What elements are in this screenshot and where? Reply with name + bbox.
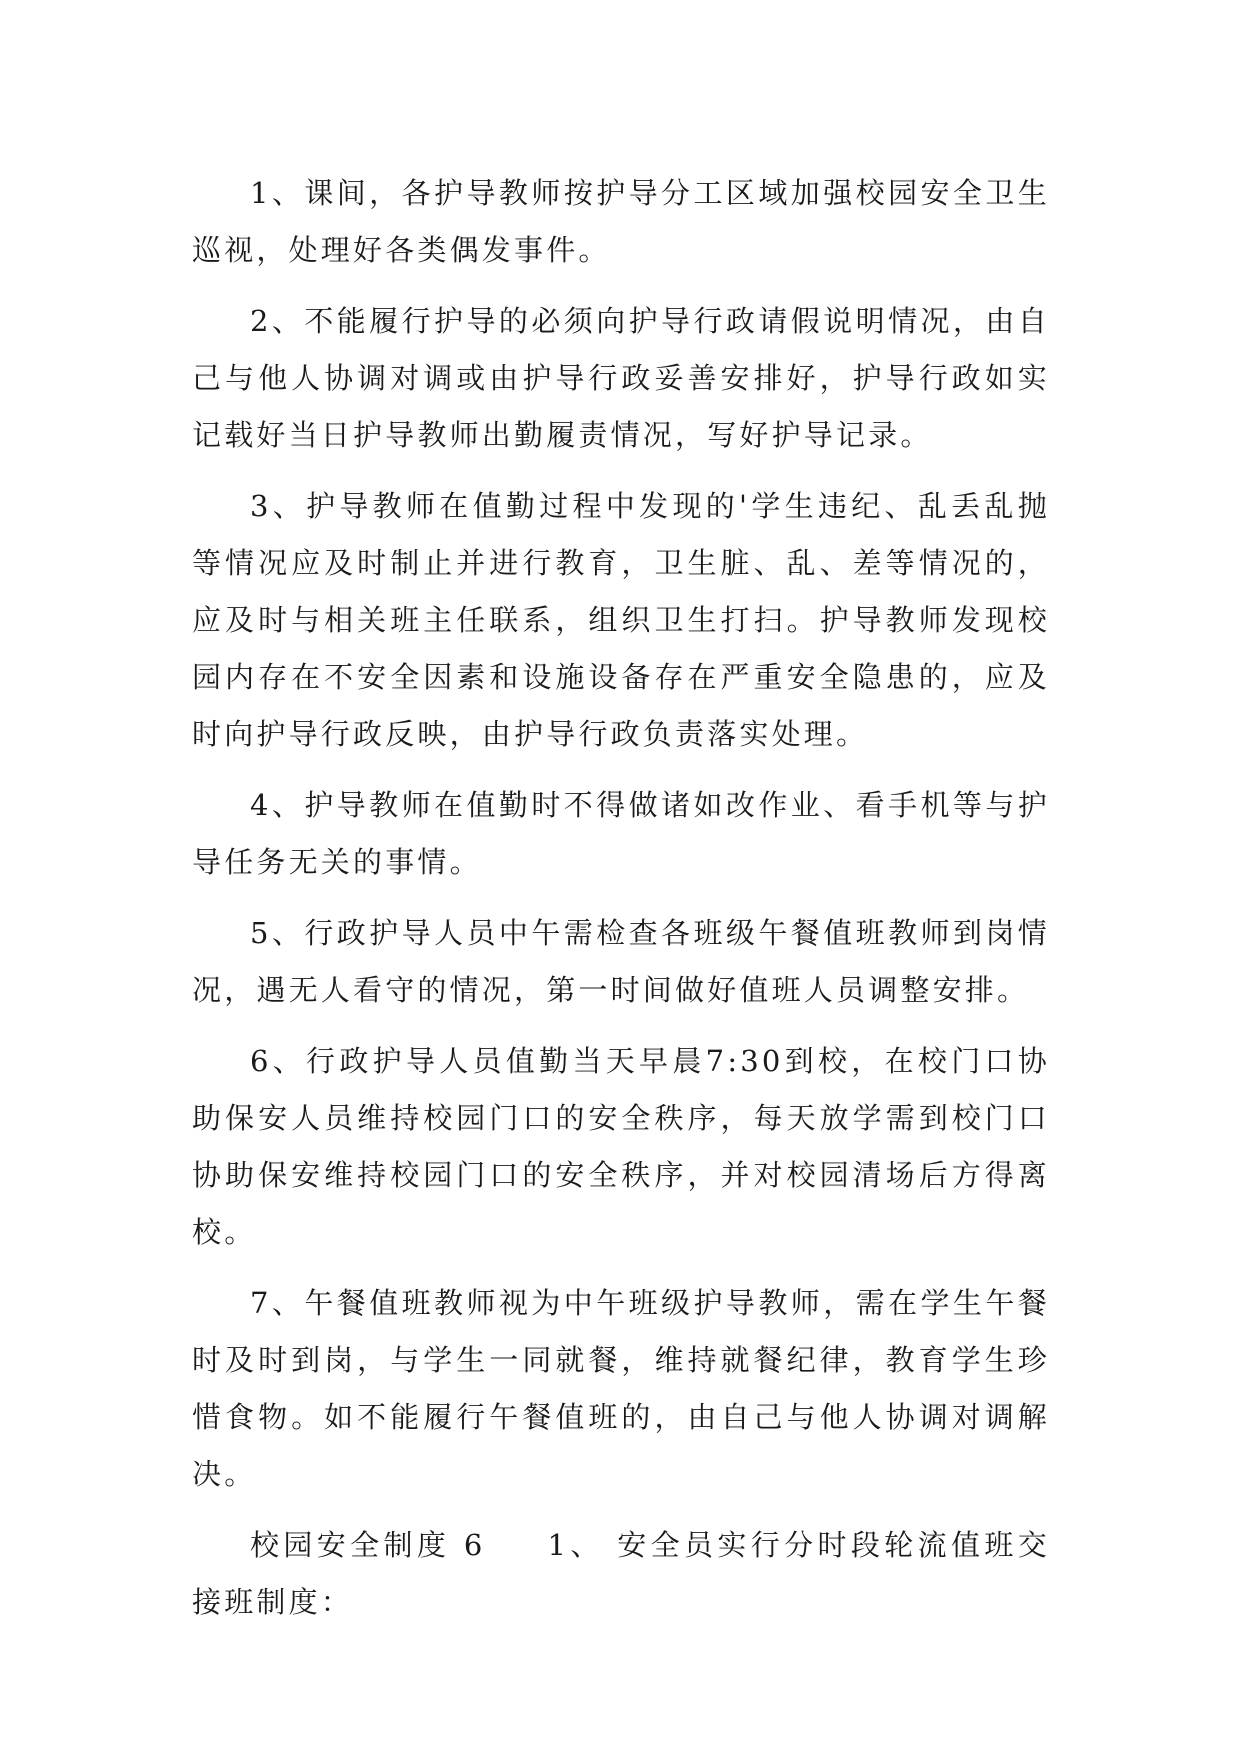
paragraph-7: 7、午餐值班教师视为中午班级护导教师，需在学生午餐时及时到岗，与学生一同就餐，维持就餐纪律，教育学生珍惜食物。如不能履行午餐值班的，由自己与他人协调对调解决。 xyxy=(192,1286,1050,1491)
section-title: 校园安全制度 6 xyxy=(250,1528,486,1562)
paragraph-6: 6、行政护导人员值勤当天早晨7:30到校，在校门口协助保安人员维持校园门口的安全秩序，每天放学需到校门口协助保安维持校园门口的安全秩序，并对校园清场后方得离校。 xyxy=(192,1044,1050,1249)
paragraph-5: 5、行政护导人员中午需检查各班级午餐值班教师到岗情况，遇无人看守的情况，第一时间做好值班人员调整安排。 xyxy=(192,916,1050,1007)
document-body xyxy=(192,165,1050,1631)
paragraph-3: 3、护导教师在值勤过程中发现的'学生违纪、乱丢乱抛等情况应及时制止并进行教育，卫生脏、乱、差等情况的，应及时与相关班主任联系，组织卫生打扫。护导教师发现校园内存在不安全因素和设施设备存在严重安全隐患的，应及时向护导行政反映，由护导行政负责落实处理。 xyxy=(192,489,1050,751)
section-item: 1、 安全员实行分时段轮流值班交接班制度： xyxy=(192,1528,1050,1619)
paragraph-1: 1、课间，各护导教师按护导分工区域加强校园安全卫生巡视，处理好各类偶发事件。 xyxy=(192,176,1050,267)
section-paragraph xyxy=(192,1517,1050,1631)
paragraph-2: 2、不能履行护导的必须向护导行政请假说明情况，由自己与他人协调对调或由护导行政妥善安排好，护导行政如实记载好当日护导教师出勤履责情况，写好护导记录。 xyxy=(192,304,1050,452)
paragraph-4: 4、护导教师在值勤时不得做诸如改作业、看手机等与护导任务无关的事情。 xyxy=(192,788,1050,879)
